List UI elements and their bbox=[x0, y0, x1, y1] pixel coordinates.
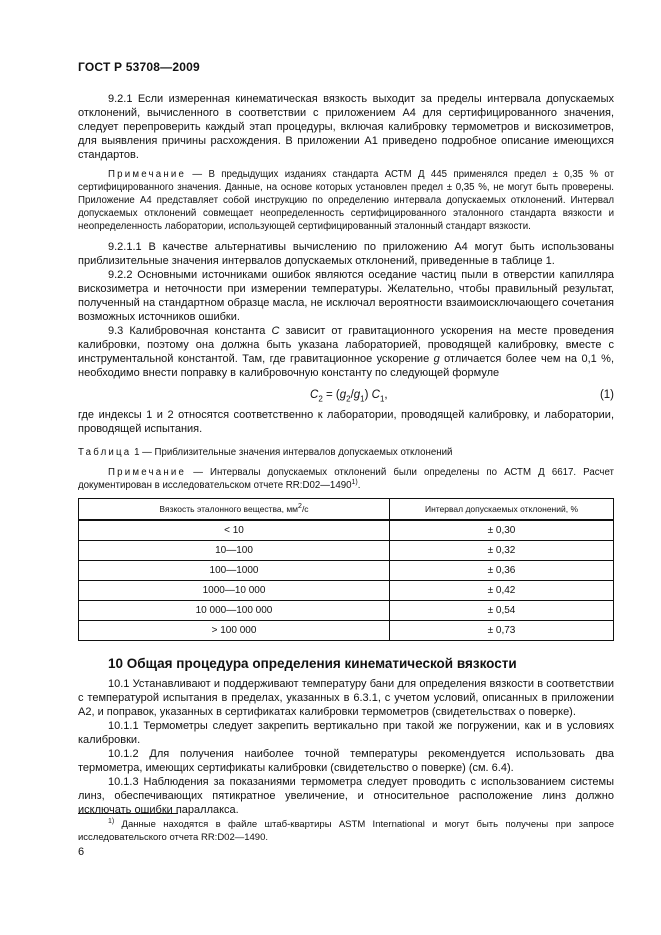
table-cell: < 10 bbox=[79, 520, 390, 541]
section-10-title: 10 Общая процедура определения кинематической вязкости bbox=[108, 656, 517, 671]
text-run: . bbox=[357, 480, 361, 491]
table-cell: ± 0,42 bbox=[390, 581, 614, 601]
note-label: Примечание bbox=[108, 467, 187, 478]
table-row bbox=[79, 541, 614, 561]
footnote-separator bbox=[78, 813, 178, 814]
note-text: — Интервалы допускаемых отклонений были определены по АСТМ Д 6617. Расчет документирован в исследовательском отчете RR:D02—1490 bbox=[78, 467, 614, 491]
header-text: Вязкость эталонного вещества, мм bbox=[159, 504, 299, 514]
tolerance-table bbox=[78, 498, 614, 641]
table-row bbox=[79, 601, 614, 621]
symbol-c: C bbox=[310, 389, 319, 401]
note-label: Примечание bbox=[108, 169, 187, 180]
caption-label: Таблица bbox=[78, 447, 132, 458]
footnote-ref: 1) bbox=[351, 478, 358, 486]
note-2 bbox=[78, 466, 614, 492]
caption-text: 1 — Приблизительные значения интервалов допускаемых отклонений bbox=[131, 447, 453, 458]
text-run: = ( bbox=[322, 389, 340, 401]
symbol-c: С bbox=[271, 325, 280, 337]
paragraph-9-2-1-1: 9.2.1.1 В качестве альтернативы вычислению по приложению А4 могут быть использованы приблизительные значения интервалов допускаемых отклонений, приведенные в таблице 1. bbox=[78, 241, 614, 267]
table-cell: ± 0,54 bbox=[390, 601, 614, 621]
symbol-g: g bbox=[353, 389, 361, 401]
footnote bbox=[78, 818, 614, 844]
paragraph-9-2-1: 9.2.1 Если измеренная кинематическая вязкость выходит за пределы интервала допускаемых отклонений, вычисленного в соответствии с приложением А4 для сертифицированного значения, следует перепроверить каждый этап процедуры, включая калибровку термометров и вискозиметров, для выявления причины расхождения. В приложении А1 приведено подробное описание имеющихся стандартов. bbox=[78, 93, 614, 161]
text-run: ) bbox=[364, 389, 372, 401]
subscript: 2 bbox=[346, 394, 351, 404]
formula-number: (1) bbox=[599, 389, 614, 401]
table-cell: ± 0,36 bbox=[390, 561, 614, 581]
header-text: /с bbox=[301, 504, 309, 514]
page-body bbox=[78, 92, 614, 817]
table-cell: 10—100 bbox=[79, 541, 390, 561]
table-header-row bbox=[79, 499, 614, 521]
table-row bbox=[79, 520, 614, 541]
subscript: 1 bbox=[379, 394, 385, 404]
document-header: ГОСТ Р 53708—2009 bbox=[78, 60, 200, 74]
table-caption bbox=[78, 446, 614, 460]
text-run: зависит от гравитационного ускорения на месте проведения калибровки, поэтому она должна быть указана лабораторией, проводящей калибровку, вместе с инструментальной константой. Там, где гравитационное ускорение bbox=[78, 325, 615, 365]
superscript: 2 bbox=[298, 503, 302, 511]
symbol-c: C bbox=[371, 389, 380, 401]
table-cell: > 100 000 bbox=[79, 621, 390, 641]
formula-expression bbox=[310, 388, 388, 402]
subscript: 2 bbox=[318, 394, 323, 404]
footnote-text: Данные находятся в файле штаб-квартиры ASTM International и могут быть получены при запросе исследовательского отчета RR:D02—1490. bbox=[78, 819, 614, 843]
text-run: отличается более чем на 0,1 %, необходимо внести поправку в калибровочную константу по следующей формуле bbox=[78, 353, 614, 379]
column-header-viscosity bbox=[79, 499, 390, 521]
text-run: / bbox=[350, 389, 354, 401]
table-cell: ± 0,30 bbox=[390, 520, 614, 541]
subscript: 1 bbox=[360, 394, 365, 404]
paragraph-10-1: 10.1 Устанавливают и поддерживают температуру бани для определения вязкости в соответствии с температурой испытания в пределах, указанных в 6.3.1, с учетом условий, описанных в приложении А2, и поправок, указанных в сертификатах калибровки термометров (свидетельствах о поверке). bbox=[78, 678, 614, 718]
note-1 bbox=[78, 168, 614, 233]
text-run: , bbox=[384, 389, 388, 401]
formula-1 bbox=[78, 386, 614, 408]
symbol-g: g bbox=[433, 353, 440, 365]
table-row bbox=[79, 561, 614, 581]
paragraph-9-3 bbox=[78, 324, 614, 380]
symbol-g: g bbox=[339, 389, 347, 401]
table-row bbox=[79, 621, 614, 641]
text-run: 9.3 Калибровочная константа bbox=[108, 325, 272, 337]
paragraph-10-1-2: 10.1.2 Для получения наиболее точной температуры рекомендуется использовать два термометра, имеющих сертификаты калибровки (свидетельство о поверке) (см. 6.4). bbox=[78, 748, 614, 774]
table-cell: 1000—10 000 bbox=[79, 581, 390, 601]
table-cell: ± 0,73 bbox=[390, 621, 614, 641]
page-number: 6 bbox=[78, 846, 85, 858]
where-text: где индексы 1 и 2 относятся соответственно к лаборатории, проводящей калибровку, и лаборатории, проводящей испытания. bbox=[78, 409, 614, 435]
footnote-marker: 1) bbox=[108, 817, 115, 825]
table-cell: ± 0,32 bbox=[390, 541, 614, 561]
table-cell: 10 000—100 000 bbox=[79, 601, 390, 621]
note-text: — В предыдущих изданиях стандарта АСТМ Д 445 применялся предел ± 0,35 % от сертифицированного значения. Данные, на основе которых установлен предел ± 0,35 %, не могут быть проверены. Приложение А4 представляет собой инструкцию по определению интервала допускаемых отклонений. Интервал допускаемых отклонений совмещает неопределенность сертифицированного эталонного стандарта вязкости и неопределенность лаборатории, использующей сертифицированный эталонный стандарт вязкости. bbox=[78, 169, 615, 232]
table-cell: 100—1000 bbox=[79, 561, 390, 581]
paragraph-10-1-3: 10.1.3 Наблюдения за показаниями термометра следует проводить с использованием системы линз, обеспечивающих пятикратное увеличение, и относительное расположение линз должно исключать ошибки параллакса. bbox=[78, 776, 614, 816]
table-row bbox=[79, 581, 614, 601]
paragraph-10-1-1: 10.1.1 Термометры следует закрепить вертикально при такой же погружении, как и в условиях калибровки. bbox=[78, 720, 614, 746]
column-header-tolerance: Интервал допускаемых отклонений, % bbox=[390, 499, 614, 521]
paragraph-9-2-2: 9.2.2 Основными источниками ошибок являются оседание частиц пыли в отверстии капилляра вискозиметра и неточности при измерении температуры. Желательно, чтобы правильный результат, полученный на стандартном образце масла, не исключал вероятности взаимоисключающего сочетания возможных источников ошибки. bbox=[78, 269, 614, 323]
